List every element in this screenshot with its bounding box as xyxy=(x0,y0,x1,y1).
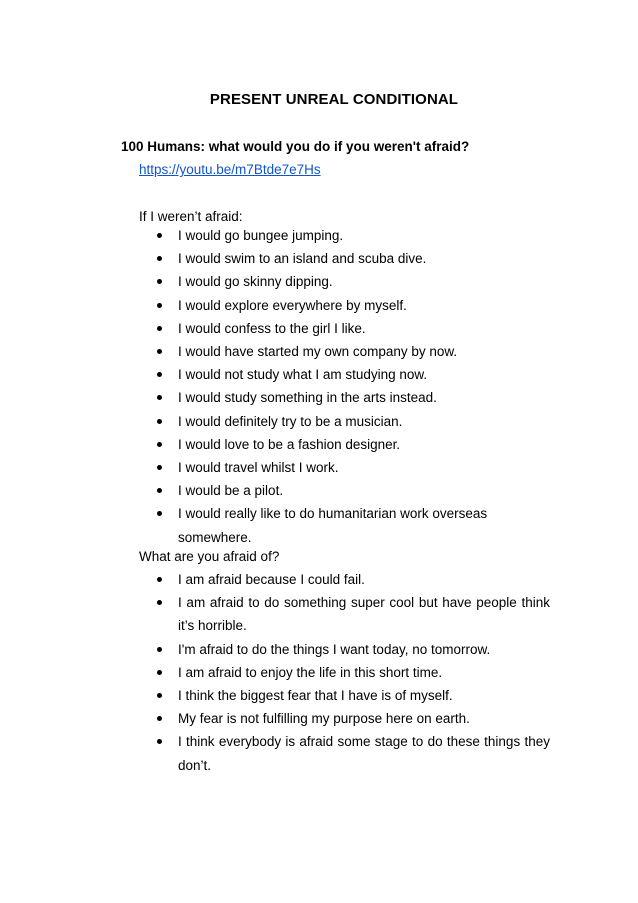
list-item-text: I would be a pilot. xyxy=(178,483,284,499)
list-item xyxy=(157,456,550,479)
list-item-text: I would swim to an island and scuba dive. xyxy=(178,251,427,267)
list-item xyxy=(157,730,550,776)
bullet-icon xyxy=(157,577,162,582)
list-item xyxy=(157,317,550,340)
list-item-text: I would not study what I am studying now. xyxy=(178,367,428,383)
list-item-text: I would confess to the girl I like. xyxy=(178,320,366,336)
bullet-icon xyxy=(157,670,162,675)
bullet-icon xyxy=(157,395,162,400)
bullet-icon xyxy=(157,256,162,261)
bullet-icon xyxy=(157,372,162,377)
list-item xyxy=(157,661,550,684)
list-item-text: I would really like to do humanitarian work overseas somewhere. xyxy=(178,506,488,545)
bullet-icon xyxy=(157,693,162,698)
section-heading-afraid-of: What are you afraid of? xyxy=(139,549,280,564)
list-item-text: I would study something in the arts instead. xyxy=(178,390,437,406)
bullet-icon xyxy=(157,465,162,470)
list-item-text: I would travel whilst I work. xyxy=(178,460,339,476)
bullet-icon xyxy=(157,349,162,354)
bullet-icon xyxy=(157,442,162,447)
list-item xyxy=(157,479,550,502)
video-link[interactable]: https://youtu.be/m7Btde7e7Hs xyxy=(139,162,321,177)
list-item xyxy=(157,224,550,247)
list-item xyxy=(157,340,550,363)
list-item-text: I would go skinny dipping. xyxy=(178,274,333,290)
list-item-text: I would definitely try to be a musician. xyxy=(178,413,403,429)
page-title: PRESENT UNREAL CONDITIONAL xyxy=(209,91,459,108)
list-item xyxy=(157,410,550,433)
bullet-icon xyxy=(157,488,162,493)
bullet-list-afraid-of xyxy=(157,568,550,777)
bullet-icon xyxy=(157,647,162,652)
list-item xyxy=(157,568,550,591)
list-item xyxy=(157,591,550,637)
list-item xyxy=(157,247,550,270)
list-item xyxy=(157,707,550,730)
bullet-icon xyxy=(157,419,162,424)
list-item-text: I would have started my own company by now. xyxy=(178,344,458,360)
bullet-icon xyxy=(157,279,162,284)
bullet-icon xyxy=(157,600,162,605)
list-item-text: I'm afraid to do the things I want today, no tomorrow. xyxy=(178,641,491,657)
list-item xyxy=(157,433,550,456)
list-item-text: I am afraid to enjoy the life in this short time. xyxy=(178,664,443,680)
list-item xyxy=(157,502,550,548)
list-item xyxy=(157,363,550,386)
bullet-icon xyxy=(157,233,162,238)
list-item-text: I think everybody is afraid some stage to do these things they don’t. xyxy=(178,734,550,773)
bullet-icon xyxy=(157,511,162,516)
list-item-text: I would explore everywhere by myself. xyxy=(178,297,407,313)
bullet-icon xyxy=(157,326,162,331)
bullet-icon xyxy=(157,739,162,744)
list-item xyxy=(157,294,550,317)
list-item-text: My fear is not fulfilling my purpose here on earth. xyxy=(178,711,470,727)
list-item-text: I think the biggest fear that I have is of myself. xyxy=(178,688,453,704)
list-item-text: I would love to be a fashion designer. xyxy=(178,436,401,452)
bullet-icon xyxy=(157,303,162,308)
list-item-text: I am afraid because I could fail. xyxy=(178,572,365,587)
list-item xyxy=(157,270,550,293)
section-heading-if-not-afraid: If I weren’t afraid: xyxy=(139,209,243,224)
video-heading: 100 Humans: what would you do if you weren't afraid? xyxy=(121,139,470,154)
list-item xyxy=(157,684,550,707)
bullet-list-if-not-afraid xyxy=(157,224,550,549)
list-item xyxy=(157,638,550,661)
list-item xyxy=(157,386,550,409)
bullet-icon xyxy=(157,716,162,721)
list-item-text: I would go bungee jumping. xyxy=(178,228,344,243)
list-item-text: I am afraid to do something super cool but have people think it’s horrible. xyxy=(178,595,550,634)
